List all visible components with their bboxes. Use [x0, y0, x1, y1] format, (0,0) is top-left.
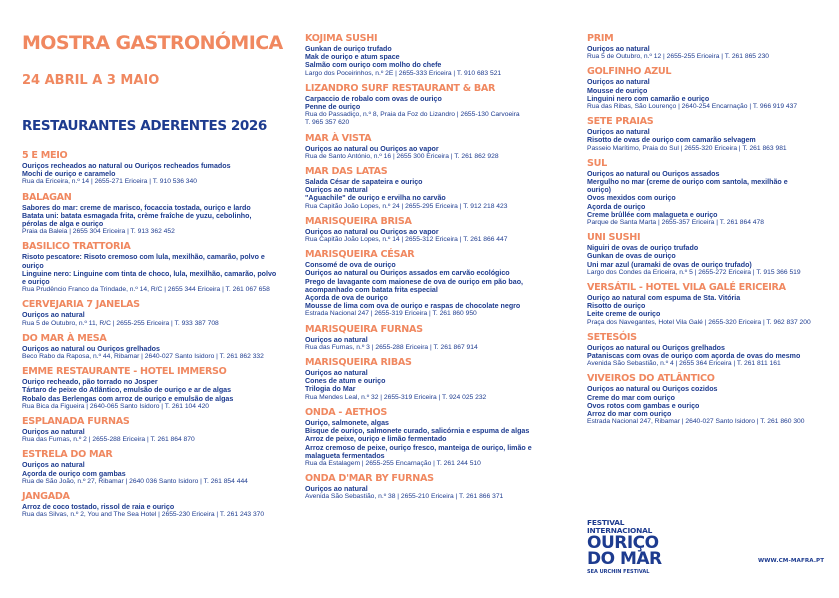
dish-item: Mousse de ouriço — [587, 86, 648, 95]
dish-item: Robalo das Berlengas com arroz de ouriço e emulsão de algas — [22, 394, 234, 403]
restaurant-address: Rua Capitão João Lopes, n.º 24 | 2655-295 Ericeira | T. 912 218 423 — [305, 202, 508, 210]
dish-item: Risotto de ouriço — [587, 302, 646, 311]
restaurant-address: Rua Prudêncio Franco da Trindade, n.º 14, R/C | 2655 344 Ericeira | T. 261 067 658 — [22, 286, 270, 294]
restaurant-address: Beco Rabo da Raposa, n.º 44, Ribamar | 2640-027 Santo Isidoro | T. 261 862 332 — [22, 353, 264, 361]
restaurant-name: JANGADA — [22, 491, 70, 503]
dish-item: Ouriços ao natural ou Ouriços grelhados — [587, 343, 725, 352]
dish-item: Ouriços ao natural — [22, 428, 85, 437]
dish-item: Ouriços ao natural ou Ouriços assados em carvão ecológico — [305, 269, 510, 278]
restaurant-address: Parque de Santa Marta | 2655-357 Ericeira | T. 261 864 478 — [587, 219, 764, 227]
dish-item: Mousse de lima com ova de ouriço e raspas de chocolate negro — [305, 302, 521, 311]
event-dates: 24 ABRIL A 3 MAIO — [22, 73, 160, 88]
restaurant-address: Passeio Marítimo, Praia do Sul | 2655-320 Ericeira | T. 261 863 981 — [587, 144, 787, 152]
restaurant-name: SUL — [587, 157, 607, 169]
restaurant-address: Largo dos Poceirinhos, n.º 2E | 2655-333 Ericeira | T. 910 683 521 — [305, 69, 502, 77]
restaurant-entry — [22, 333, 277, 361]
restaurant-name: MARISQUEIRA CÉSAR — [305, 249, 415, 261]
dish-item: Prego de lavagante com maionese de ova de ouriço em pão bao, acompanhado com batata frita especial — [305, 277, 524, 294]
restaurant-name: EMME RESTAURANTE - HOTEL IMMERSO — [22, 366, 227, 378]
restaurant-address: Rua 5 de Outubro, n.º 12 | 2655-255 Ericeira | T. 261 865 230 — [587, 53, 770, 61]
restaurant-entry — [587, 158, 812, 227]
restaurant-name: MARISQUEIRA RIBAS — [305, 357, 412, 369]
dish-item: Mergulho no mar (creme de ouriço com santola, mexilhão e ouriço) — [587, 178, 788, 195]
restaurant-address: Rua do Passadiço, n.º 8, Praia da Foz do Lizandro | 2655-130 Carvoeira — [305, 111, 520, 119]
restaurant-entry — [587, 332, 812, 369]
dish-item: Tártaro de peixe do Atlântico, emulsão de ouriço e ar de algas — [22, 386, 232, 395]
dish-item: Linguine nero: Linguine com tinta de choco, lula, mexilhão, camarão, polvo e ouriço — [22, 269, 277, 287]
restaurant-name: ONDA - AETHOS — [305, 406, 387, 418]
restaurant-entry — [587, 373, 812, 426]
restaurant-entry — [22, 241, 277, 294]
logo-line-internacional: INTERNACIONAL — [587, 526, 653, 535]
section-title: RESTAURANTES ADERENTES 2026 — [22, 118, 267, 134]
page-title: MOSTRA GASTRONÓMICA — [22, 32, 283, 54]
restaurant-address: Praia da Baleia | 2655 304 Ericeira | T. 913 362 452 — [22, 228, 175, 236]
dish-item: Mak de ouriço e atum space — [305, 53, 400, 62]
restaurant-address: Rua das Silvas, n.º 2, You and The Sea Hotel | 2655-230 Ericeira | T. 261 243 370 — [22, 511, 265, 519]
restaurant-name: MAR À VISTA — [305, 132, 372, 144]
dish-item: Gunkan de ovas de ouriço — [587, 252, 676, 261]
dish-item: "Aguachile" de ouriço e ervilha no carvão — [305, 194, 446, 203]
logo-line-sea-urchin: SEA URCHIN FESTIVAL — [587, 569, 650, 575]
dish-item: Pataniscas com ovas de ouriço com açorda de ovas do mesmo — [587, 352, 801, 361]
restaurant-column-1 — [22, 150, 277, 524]
dish-item: Ouriços recheados ao natural ou Ouriços recheados fumados — [22, 162, 231, 170]
logo-line-festival: FESTIVAL — [587, 518, 625, 527]
dish-item: Ouriços ao natural — [587, 128, 650, 137]
restaurant-name: CERVEJARIA 7 JANELAS — [22, 299, 140, 311]
dish-item: Cones de atum e ouriço — [305, 377, 386, 386]
dish-item: Mochi de ouriço e caramelo — [22, 170, 116, 179]
dish-item: Consomé de ova de ouriço — [305, 261, 396, 270]
dish-item: Ouriços ao natural — [305, 369, 368, 378]
dish-item: Niguiri de ovas de ouriço trufado — [587, 244, 699, 253]
restaurant-entry — [22, 416, 277, 444]
restaurant-address: Rua das Ribas, São Lourenço | 2640-254 Encarnação | T. 966 919 437 — [587, 103, 798, 111]
restaurant-address: Rua Capitão João Lopes, n.º 14 | 2655-312 Ericeira | T. 261 866 447 — [305, 236, 508, 244]
restaurant-address: Rua da Estalagem | 2655-255 Encarnação | T. 261 244 510 — [305, 459, 481, 467]
restaurant-entry — [22, 449, 277, 486]
restaurant-name: 5 E MEIO — [22, 150, 68, 161]
dish-item: Creme do mar com ouriço — [587, 393, 675, 402]
restaurant-entry — [587, 33, 812, 61]
dish-item: Ouriço ao natural com espuma de Sta. Vitória — [587, 294, 741, 303]
dish-item: Ouriço recheado, pão torrado no Josper — [22, 378, 158, 387]
logo-line-do-mar: DO MAR — [587, 549, 662, 569]
restaurant-entry — [305, 249, 555, 318]
restaurant-address: Estrada Nacional 247 | 2655-319 Ericeira | T. 261 860 950 — [305, 310, 477, 318]
restaurant-entry — [22, 299, 277, 327]
restaurant-name: GOLFINHO AZUL — [587, 66, 672, 78]
restaurant-name: PRIM — [587, 33, 614, 44]
restaurant-entry — [305, 473, 555, 501]
restaurant-address: Rua das Furnas, n.º 2 | 2655-288 Ericeira | T. 261 864 870 — [22, 436, 195, 444]
restaurant-address: Rua Mendes Leal, n.º 32 | 2655-319 Ericeira | T. 924 025 232 — [305, 393, 487, 401]
dish-item: Ouriços ao natural — [22, 311, 85, 320]
restaurant-name: SETE PRAIAS — [587, 116, 654, 128]
restaurant-address: Largo dos Condes da Ericeira, n.º 5 | 2655-272 Ericeira | T. 915 366 519 — [587, 268, 801, 276]
dish-item: Ouriços ao natural ou Ouriços ao vapor — [305, 144, 439, 153]
restaurant-address: Rua das Furnas, n.º 3 | 2655-288 Ericeira | T. 261 867 914 — [305, 343, 478, 351]
dish-item: Ouriços ao natural ou Ouriços ao vapor — [305, 227, 439, 236]
restaurant-name: DO MAR À MESA — [22, 332, 107, 344]
dish-item: Arroz cremoso de peixe, ouriço fresco, manteiga de ouriço, limão e malagueta fermentados — [305, 443, 532, 460]
logo-line-ourico: OURIÇO — [587, 533, 659, 553]
restaurant-address: Avenida São Sebastião, n.º 38 | 2655-210 Ericeira | T. 261 866 371 — [305, 493, 504, 501]
dish-item: Salada César de sapateira e ouriço — [305, 178, 423, 187]
restaurant-entry — [22, 192, 277, 237]
dish-item: Ouriços ao natural — [305, 335, 368, 344]
restaurant-address: Rua de São João, n.º 27, Ribamar | 2640 036 Santo Isidoro | T. 261 854 444 — [22, 477, 248, 485]
restaurant-address: Rua Bica da Figueira | 2640-065 Santo Isidoro | T. 261 104 420 — [22, 402, 210, 410]
dish-item: Batata uni: batata esmagada frita, crème fraîche de yuzu, cebolinho, pérolas de alga e ouriço — [22, 211, 252, 229]
dish-item: Sabores do mar: creme de marisco, focaccia tostada, ouriço e lardo — [22, 203, 251, 212]
dish-item: Bisque de ouriço, salmonete curado, salicórnia e espuma de algas — [305, 427, 530, 436]
restaurant-name: SETESÓIS — [587, 331, 637, 343]
dish-item: Arroz de peixe, ouriço e limão fermentado — [305, 435, 447, 444]
dish-item: Gunkan de ouriço trufado — [305, 45, 392, 53]
dish-item: Salmão com ouriço com molho do chefe — [305, 61, 442, 70]
restaurant-name: MAR DAS LATAS — [305, 166, 388, 178]
restaurant-address: Praça dos Navegantes, Hotel Vila Galé | 2655-320 Ericeira | T. 962 837 200 — [587, 318, 811, 326]
restaurant-name: VERSÁTIL - HOTEL VILA GALÉ ERICEIRA — [587, 282, 786, 294]
dish-item: Uni mar azul (uramaki de ovas de ouriço trufado) — [587, 260, 752, 269]
restaurant-address: Avenida São Sebastião, n.º 4 | 2655 364 Ericeira | T. 261 811 161 — [587, 360, 781, 368]
restaurant-name: ESTRELA DO MAR — [22, 449, 113, 461]
website-link[interactable]: WWW.CM-MAFRA.PT — [758, 558, 825, 564]
dish-item: Açorda de ouriço — [587, 202, 646, 211]
dish-item: Açorda de ova de ouriço — [305, 294, 388, 303]
dish-item: Açorda de ouriço com gambas — [22, 469, 126, 478]
dish-item: Creme brûllée com malagueta e ouriço — [587, 210, 718, 219]
festival-logo — [587, 519, 697, 576]
dish-item: Ovos rotos com gambas e ouriço — [587, 401, 700, 410]
dish-item: Ovos mexidos com ouriço — [587, 194, 676, 203]
dish-item: Ouriços ao natural — [22, 461, 85, 470]
dish-item: Ouriços ao natural — [587, 45, 650, 53]
restaurant-entry — [305, 357, 555, 402]
dish-item: Arroz de coco tostado, rissol de raia e ouriço — [22, 503, 175, 512]
restaurant-column-2 — [305, 33, 555, 507]
restaurant-name: BALAGAN — [22, 191, 72, 203]
dish-item: Ouriços ao natural — [305, 485, 368, 494]
restaurant-entry — [305, 83, 555, 128]
restaurant-address: Rua de Santo António, n.º 16 | 2655 300 Ericeira | T. 261 862 928 — [305, 152, 499, 160]
restaurant-entry — [305, 166, 555, 211]
restaurant-name: KOJIMA SUSHI — [305, 33, 378, 44]
dish-item: Ouriços ao natural ou Ouriços grelhados — [22, 344, 160, 353]
restaurant-entry — [305, 133, 555, 161]
restaurant-entry — [305, 407, 555, 468]
restaurant-name: UNI SUSHI — [587, 232, 641, 244]
restaurant-entry — [22, 491, 277, 519]
restaurant-entry — [587, 116, 812, 153]
restaurant-name: BASILICO TRATTORIA — [22, 241, 131, 253]
dish-item: Ouriço, salmonete, algas — [305, 418, 389, 427]
restaurant-entry — [22, 150, 277, 187]
restaurant-name: VIVEIROS DO ATLÂNTICO — [587, 373, 715, 385]
restaurant-name: MARISQUEIRA FURNAS — [305, 323, 423, 335]
dish-item: Carpaccio de robalo com ovas de ouriço — [305, 94, 442, 103]
restaurant-address: Rua da Ericeira, n.º 14 | 2655-271 Ericeira | T. 910 536 340 — [22, 178, 197, 186]
restaurant-entry — [587, 232, 812, 277]
restaurant-name: LIZANDRO SURF RESTAURANT & BAR — [305, 82, 496, 94]
restaurant-address: Estrada Nacional 247, Ribamar | 2640-027 Santo Isidoro | T. 261 860 300 — [587, 418, 805, 426]
restaurant-entry — [305, 33, 555, 78]
dish-item: Ouriços ao natural — [587, 78, 650, 87]
restaurant-address: Rua 5 de Outubro, n.º 11, R/C | 2655-255 Ericeira | T. 933 387 708 — [22, 319, 219, 327]
restaurant-entry — [587, 66, 812, 111]
dish-item: Linguini nero com camarão e ouriço — [587, 94, 710, 103]
dish-item: Ouriços ao natural ou Ouriços cozidos — [587, 385, 718, 394]
restaurant-entry — [587, 282, 812, 327]
restaurant-entry — [305, 216, 555, 244]
dish-item: Risoto pescatore: Risoto cremoso com lula, mexilhão, camarão, polvo e ouriço — [22, 253, 265, 270]
dish-item: Penne de ouriço — [305, 103, 361, 112]
restaurant-entry — [305, 324, 555, 352]
restaurant-entry — [22, 366, 277, 411]
dish-item: Arroz do mar com ouriço — [587, 410, 672, 419]
restaurant-name: ONDA D'MAR BY FURNAS — [305, 473, 434, 485]
dish-item: Leite creme de ouriço — [587, 310, 661, 319]
restaurant-name: MARISQUEIRA BRISA — [305, 215, 412, 227]
dish-item: Ouriços ao natural ou Ouriços assados — [587, 169, 720, 178]
restaurant-phone: T. 965 357 620 — [305, 119, 350, 127]
dish-item: Trilogia do Mar — [305, 385, 356, 394]
dish-item: Risotto de ovas de ouriço com camarão selvagem — [587, 136, 756, 145]
dish-item: Ouriços ao natural — [305, 186, 368, 195]
restaurant-column-3 — [587, 33, 812, 432]
restaurant-name: ESPLANADA FURNAS — [22, 416, 130, 428]
